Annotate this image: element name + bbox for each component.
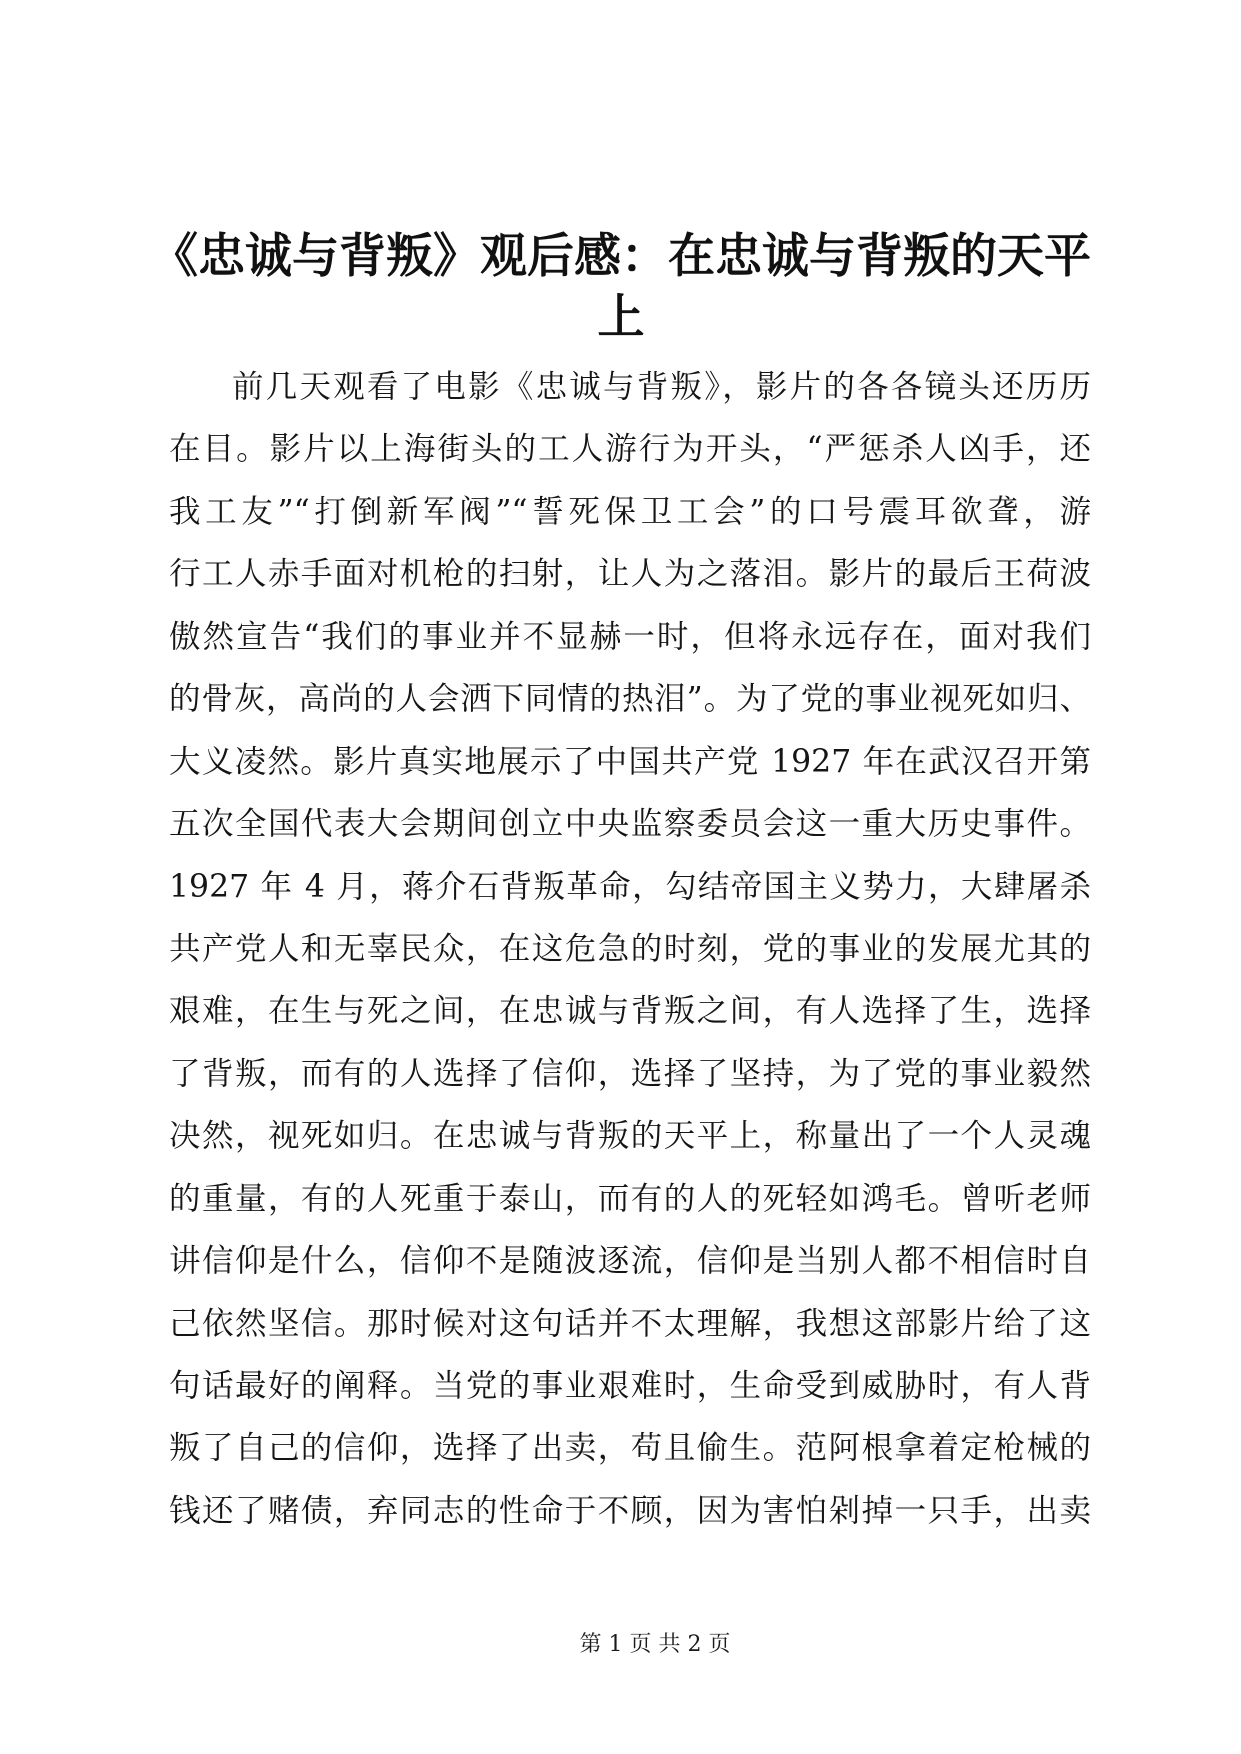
body-line: 决然，视死如归。在忠诚与背叛的天平上，称量出了一个人灵魂 bbox=[169, 1118, 1091, 1155]
body-line: 共产党人和无辜民众，在这危急的时刻，党的事业的发展尤其的 bbox=[169, 930, 1091, 967]
body-line: 前几天观看了电影《忠诚与背叛》，影片的各各镜头还历历 bbox=[232, 369, 1091, 405]
body-line: 傲然宣告“我们的事业并不显赫一时，但将永远存在，面对我们 bbox=[169, 618, 1091, 655]
body-line: 的重量，有的人死重于泰山，而有的人的死轻如鸿毛。曾听老师 bbox=[169, 1180, 1091, 1217]
body-line: 我工友”“打倒新军阀”“誓死保卫工会”的口号震耳欲聋，游 bbox=[169, 493, 1091, 530]
body-line: 句话最好的阐释。当党的事业艰难时，生命受到威胁时，有人背 bbox=[169, 1368, 1091, 1404]
body-line: 了背叛，而有的人选择了信仰，选择了坚持，为了党的事业毅然 bbox=[169, 1055, 1091, 1092]
body-line: 艰难，在生与死之间，在忠诚与背叛之间，有人选择了生，选择 bbox=[169, 993, 1091, 1030]
page-footer: 第 1 页 共 2 页 bbox=[579, 1632, 731, 1657]
body-line: 钱还了赌债，弃同志的性命于不顾，因为害怕剁掉一只手，出卖 bbox=[169, 1492, 1091, 1529]
body-line: 1927 年 4 月，蒋介石背叛革命，勾结帝国主义势力，大肆屠杀 bbox=[169, 868, 1091, 905]
page-title: 《忠诚与背叛》观后感：在忠诚与背叛的天平上 bbox=[151, 229, 1091, 345]
body-line: 己依然坚信。那时候对这句话并不太理解，我想这部影片给了这 bbox=[169, 1305, 1091, 1342]
body-line: 五次全国代表大会期间创立中央监察委员会这一重大历史事件。 bbox=[169, 806, 1091, 843]
body-line: 叛了自己的信仰，选择了出卖，苟且偷生。范阿根拿着定枪械的 bbox=[169, 1430, 1091, 1467]
body-line: 在目。影片以上海街头的工人游行为开头，“严惩杀人凶手，还 bbox=[169, 431, 1091, 468]
body-line: 大义凌然。影片真实地展示了中国共产党 1927 年在武汉召开第 bbox=[169, 743, 1091, 780]
essay-body bbox=[169, 356, 1091, 1542]
body-line: 的骨灰，高尚的人会洒下同情的热泪”。为了党的事业视死如归、 bbox=[169, 681, 1091, 718]
body-line: 讲信仰是什么，信仰不是随波逐流，信仰是当别人都不相信时自 bbox=[169, 1243, 1091, 1280]
body-line: 行工人赤手面对机枪的扫射，让人为之落泪。影片的最后王荷波 bbox=[169, 556, 1091, 593]
